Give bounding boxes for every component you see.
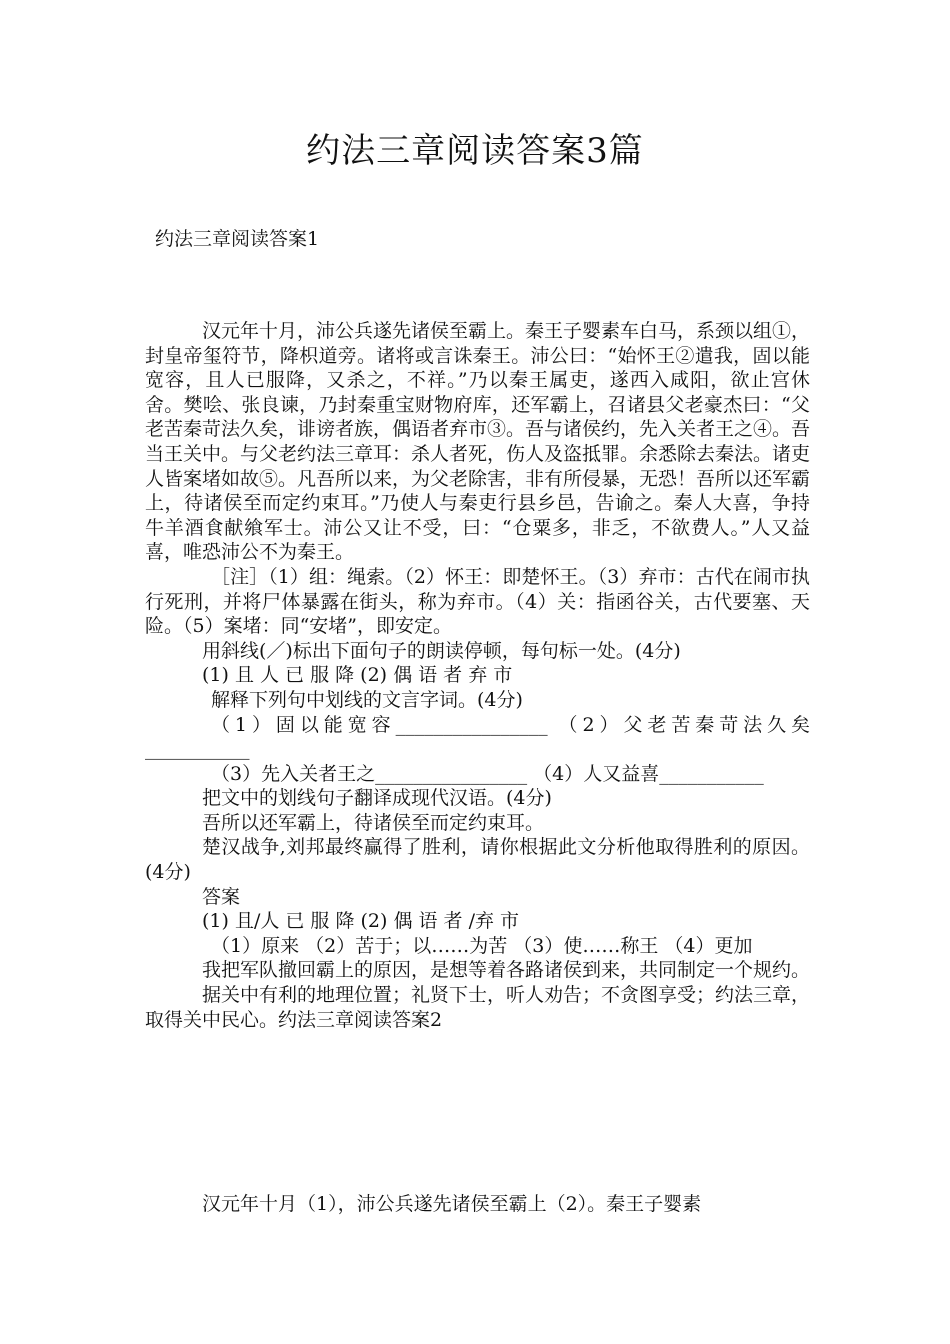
question-3-sentence: 吾所以还军霸上，待诸侯至而定约束耳。 <box>202 811 545 834</box>
question-2: 解释下列句中划线的文言字词。(4分) <box>211 688 523 711</box>
question-1: 用斜线(／)标出下面句子的朗读停顿，每句标一处。(4分) <box>202 639 681 662</box>
answer-2: （1）原来 （2）苦于；以……为苦 （3）使……称王 （4）更加 <box>211 934 753 957</box>
question-2-line-1: （1）固以能宽容________________ （2）父老苦秦苛法久矣___________ <box>145 713 810 761</box>
notes-paragraph: ［注］（1）组：绳索。（2）怀王：即楚怀王。（3）弃市：古代在闹市执行死刑，并将尸体暴露在街头，称为弃市。（4）关：指函谷关，古代要塞、天险。（5）案堵：同“安堵”，即安定。 <box>145 565 810 638</box>
answer-3: 我把军队撤回霸上的原因，是想等着各路诸侯到来，共同制定一个规约。 <box>202 959 811 982</box>
question-4: 楚汉战争,刘邦最终赢得了胜利，请你根据此文分析他取得胜利的原因。(4分) <box>145 836 810 884</box>
question-3: 把文中的划线句子翻译成现代汉语。(4分) <box>202 787 552 810</box>
passage-2 <box>145 1192 810 1217</box>
passage-paragraph: 汉元年十月，沛公兵遂先诸侯至霸上。秦王子婴素车白马，系颈以组①，封皇帝玺符节，降枳道旁。诸将或言诛秦王。沛公曰：“始怀王②遣我，固以能宽容，且人已服降，又杀之，不祥。”乃以秦王属吏，遂西入咸阳，欲止宫休舍。樊哙、张良谏，乃封秦重宝财物府库，还军霸上，召诸县父老豪杰曰：“父老苦秦苛法久矣，诽谤者族，偶语者弃市③。吾与诸侯约，先入关者王之④。吾当王关中。与父老约法三章耳：杀人者死，伤人及盗抵罪。余悉除去秦法。诸吏人皆案堵如故⑤。凡吾所以来，为父老除害，非有所侵暴，无恐！吾所以还军霸上，待诸侯至而定约束耳。”乃使人与秦吏行县乡邑，告谕之。秦人大喜，争持牛羊酒食献飨军士。沛公又让不受，曰：“仓粟多，非乏，不欲费人。”人又益喜，唯恐沛公不为秦王。 <box>145 320 811 564</box>
section-heading: 约法三章阅读答案1 <box>155 228 320 250</box>
passage-2-start: 汉元年十月（1），沛公兵遂先诸侯至霸上（2）。秦王子婴素 <box>202 1193 702 1215</box>
answer-label: 答案 <box>202 885 241 908</box>
question-1-items: (1) 且 人 已 服 降 (2) 偶 语 者 弃 市 <box>202 664 513 687</box>
document-title: 约法三章阅读答案3篇 <box>306 131 644 171</box>
question-2-line-2: （3）先入关者王之________________ （4）人又益喜___________ <box>211 762 764 785</box>
answer-4: 据关中有利的地理位置；礼贤下士，听人劝告；不贪图享受；约法三章，取得关中民心。约法三章阅读答案2 <box>145 984 811 1031</box>
answer-1: (1) 且/人 已 服 降 (2) 偶 语 者 /弃 市 <box>202 910 520 933</box>
document-body <box>145 295 810 1032</box>
